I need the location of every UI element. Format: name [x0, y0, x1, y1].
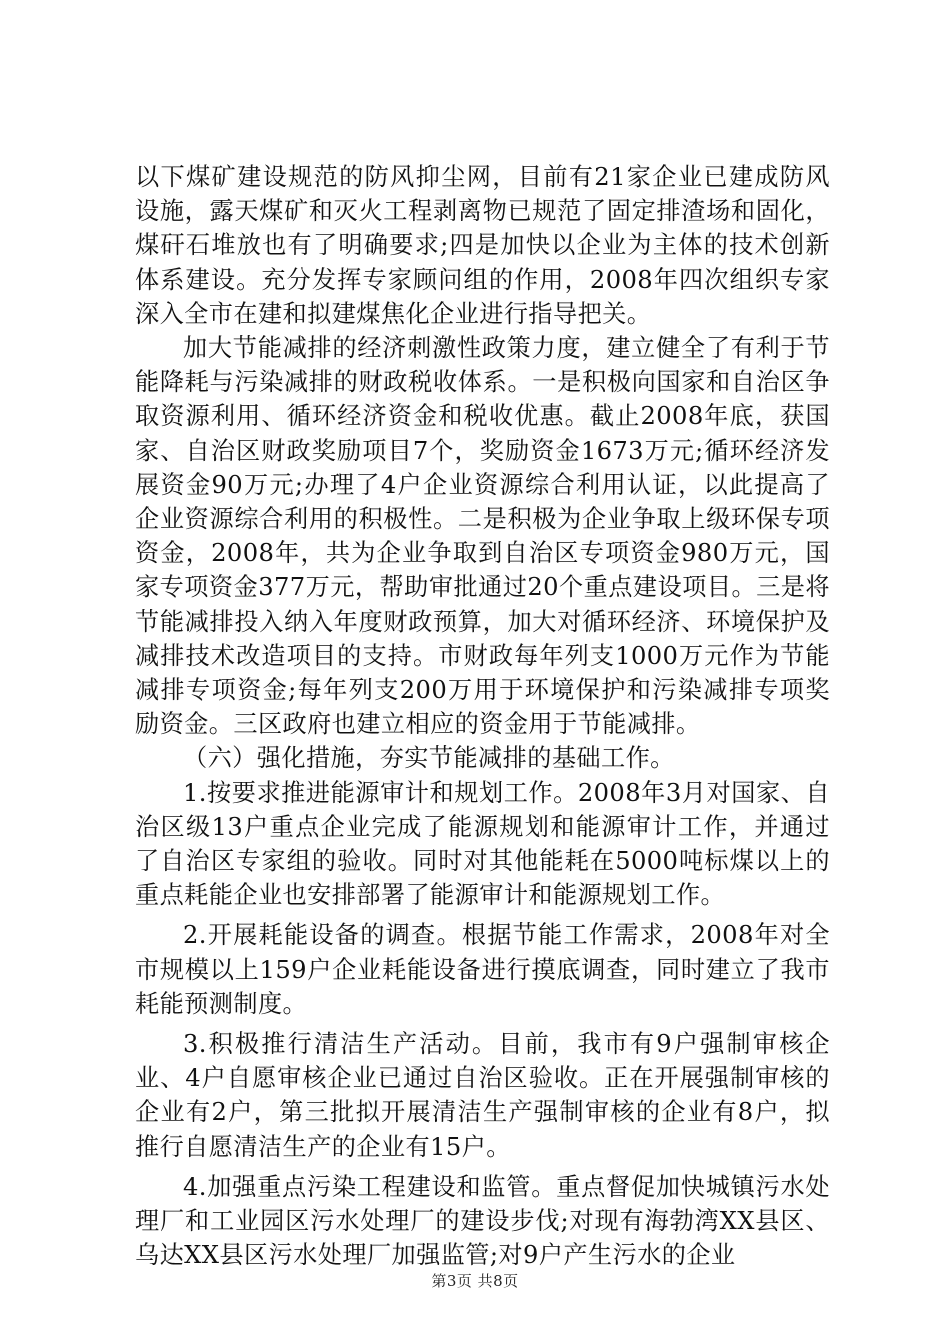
paragraph-item-2: 2.开展耗能设备的调查。根据节能工作需求，2008年对全市规模以上159户企业耗能设备进行摸底调查，同时建立了我市耗能预测制度。 [135, 921, 830, 1018]
document-body [135, 160, 830, 1273]
paragraph-fiscal-policy: 加大节能减排的经济刺激性政策力度，建立健全了有利于节能降耗与污染减排的财政税收体系。一是积极向国家和自治区争取资源利用、循环经济资金和税收优惠。截止2008年底，获国家、自治区财政奖励项目7个，奖励资金1673万元;循环经济发展资金90万元;办理了4户企业资源综合利用认证，以此提高了企业资源综合利用的积极性。二是积极为企业争取上级环保专项资金，2008年，共为企业争取到自治区专项资金980万元，国家专项资金377万元，帮助审批通过20个重点建设项目。三是将节能减排投入纳入年度财政预算，加大对循环经济、环境保护及减排技术改造项目的支持。市财政每年列支1000万元作为节能减排专项资金;每年列支200万用于环境保护和污染减排专项奖励资金。三区政府也建立相应的资金用于节能减排。 [135, 334, 830, 739]
paragraph-item-3: 3.积极推行清洁生产活动。目前，我市有9户强制审核企业、4户自愿审核企业已通过自治区验收。正在开展强制审核的企业有2户，第三批拟开展清洁生产强制审核的企业有8户，拟推行自愿清洁生产的企业有15户。 [135, 1030, 830, 1161]
paragraph-item-1: 1.按要求推进能源审计和规划工作。2008年3月对国家、自治区级13户重点企业完成了能源规划和能源审计工作，并通过了自治区专家组的验收。同时对其他能耗在5000吨标煤以上的重点耗能企业也安排部署了能源审计和能源规划工作。 [135, 778, 830, 910]
paragraph-continued: 以下煤矿建设规范的防风抑尘网，目前有21家企业已建成防风设施，露天煤矿和灭火工程剥离物已规范了固定排渣场和固化，煤矸石堆放也有了明确要求;四是加快以企业为主体的技术创新体系建设。充分发挥专家顾问组的作用，2008年四次组织专家深入全市在建和拟建煤焦化企业进行指导把关。 [135, 163, 830, 328]
paragraph-item-4: 4.加强重点污染工程建设和监管。重点督促加快城镇污水处理厂和工业园区污水处理厂的建设步伐;对现有海勃湾XX县区、乌达XX县区污水处理厂加强监管;对9户产生污水的企业 [135, 1172, 830, 1270]
page-number-footer: 第3页 共8页 [431, 1272, 519, 1290]
section-heading-six: （六）强化措施，夯实节能减排的基础工作。 [183, 744, 675, 773]
